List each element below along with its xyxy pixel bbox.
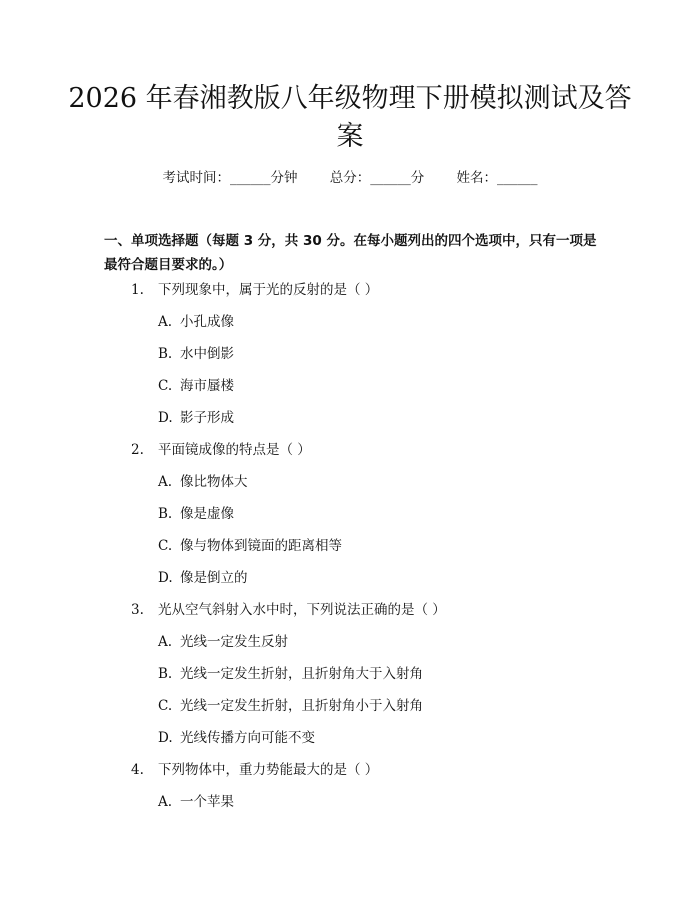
question-number: 3.	[131, 602, 144, 618]
option-letter: A.	[158, 634, 173, 650]
answer-option	[0, 407, 700, 439]
question-text: 下列现象中，属于光的反射的是（ ）	[158, 282, 379, 298]
option-letter: A.	[158, 794, 173, 810]
option-text: 影子形成	[180, 410, 234, 426]
question-list	[0, 279, 700, 823]
option-letter: B.	[158, 346, 173, 362]
option-letter: D.	[158, 730, 173, 746]
question-stem	[0, 599, 700, 631]
question-text: 下列物体中，重力势能最大的是（ ）	[158, 762, 379, 778]
answer-option	[0, 535, 700, 567]
question-stem	[0, 279, 700, 311]
option-letter: C.	[158, 538, 173, 554]
option-text: 一个苹果	[180, 794, 234, 810]
question-number: 4.	[131, 762, 144, 778]
answer-option	[0, 471, 700, 503]
option-letter: B.	[158, 666, 173, 682]
student-name-field: 姓名：______	[456, 170, 538, 186]
option-text: 像与物体到镜面的距离相等	[180, 538, 342, 554]
option-letter: A.	[158, 474, 173, 490]
answer-option	[0, 663, 700, 695]
question-stem	[0, 439, 700, 471]
option-text: 像是倒立的	[180, 570, 248, 586]
option-text: 像是虚像	[180, 506, 234, 522]
option-text: 像比物体大	[180, 474, 248, 490]
answer-option	[0, 311, 700, 343]
total-score-field: 总分：______分	[329, 170, 425, 186]
option-letter: C.	[158, 378, 173, 394]
question-text: 平面镜成像的特点是（ ）	[158, 442, 311, 458]
question-number: 1.	[131, 282, 144, 298]
option-text: 光线一定发生折射，且折射角小于入射角	[180, 698, 423, 714]
answer-option	[0, 727, 700, 759]
answer-option	[0, 631, 700, 663]
option-letter: B.	[158, 506, 173, 522]
answer-option	[0, 695, 700, 727]
page-title: 2026 年春湘教版八年级物理下册模拟测试及答案	[68, 83, 632, 152]
option-letter: D.	[158, 410, 173, 426]
answer-option	[0, 567, 700, 599]
option-letter: C.	[158, 698, 173, 714]
option-letter: A.	[158, 314, 173, 330]
option-text: 小孔成像	[180, 314, 234, 330]
answer-option	[0, 343, 700, 375]
section-heading-single-choice: 一、单项选择题（每题 3 分，共 30 分。在每小题列出的四个选项中，只有一项是最符合题目要求的。）	[104, 233, 597, 273]
option-text: 光线一定发生折射，且折射角大于入射角	[180, 666, 423, 682]
option-text: 光线传播方向可能不变	[180, 730, 315, 746]
exam-meta-line	[0, 168, 700, 188]
answer-option	[0, 375, 700, 407]
option-letter: D.	[158, 570, 173, 586]
answer-option	[0, 791, 700, 823]
answer-option	[0, 503, 700, 535]
exam-time-field: 考试时间：______分钟	[162, 170, 298, 186]
question-number: 2.	[131, 442, 144, 458]
option-text: 水中倒影	[180, 346, 234, 362]
option-text: 光线一定发生反射	[180, 634, 288, 650]
option-text: 海市蜃楼	[180, 378, 234, 394]
question-text: 光从空气斜射入水中时，下列说法正确的是（ ）	[158, 602, 446, 618]
question-stem	[0, 759, 700, 791]
